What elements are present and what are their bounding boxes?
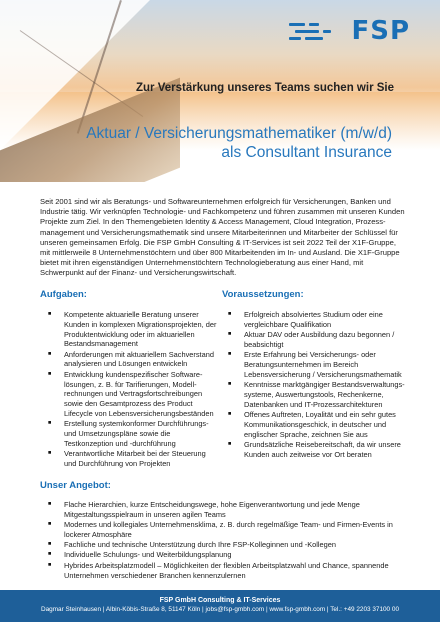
list-item: ■ Offenes Auftreten, Loyalität und ein sehr gutes Kommunikationsgeschick, in deutscher und englischer Sprache, zeichnen Sie aus xyxy=(224,410,408,439)
hero-banner xyxy=(0,0,440,182)
list-item: ■ Aktuar DAV oder Ausbildung dazu begonnen / beabsichtigt xyxy=(224,330,408,350)
job-title-line-2: als Consultant Insurance xyxy=(221,144,392,161)
angebot-heading: Unser Angebot: xyxy=(40,480,111,491)
list-item: ■ Erste Erfahrung bei Versicherungs- oder Beratungsunternehmen im Bereich Lebensversicherung / Versicherungsmathematik xyxy=(224,350,408,379)
list-item: ■ Kompetente aktuarielle Beratung unserer Kunden in komplexen Migrationsprojekten, der Produktentwicklung oder im aktuariellen Bestandsmanagement xyxy=(44,310,220,349)
aufgaben-heading: Aufgaben: xyxy=(40,289,87,300)
aufgaben-list xyxy=(44,310,220,469)
angebot-list xyxy=(44,500,408,581)
voraussetzungen-list xyxy=(224,310,408,460)
list-item: ■ Erfolgreich absolviertes Studium oder eine vergleichbare Qualifikation xyxy=(224,310,408,330)
list-item: ■ Erstellung systemkonformer Durchführungs- und Umsetzungspläne sowie die Testkonzeption und -durchführung xyxy=(44,419,220,448)
company-intro: Seit 2001 sind wir als Beratungs- und Softwareunternehmen erfolgreich für Versicherungen, Banken und Industrie tätig. Wir verknüpfen Technologie- und Fachkompetenz und führen zusammen mit unseren Kunden Projekte zum Ziel. In den Themengebieten Identity & Access Management, Cloud Integration, Prozess-management und Versicherungsmathematik sind unsere Mitarbeiterinnen und Mitarbeiter der Schlüssel für unseren gemeinsamen Erfolg. Die FSP GmbH Consulting & IT-Services ist seit 2022 Teil der X1F-Gruppe, mit mittlerweile 8 Unternehmenstöchtern und über 800 Mitarbeitenden im In- und Ausland. Die X1F-Gruppe bietet mit ihren eigenständigen Unternehmenstöchtern Technologieberatung aus einer Hand, mit Schwerpunkt auf der Finanz- und Versicherungswirtschaft. xyxy=(40,197,405,278)
list-item: ■ Grundsätzliche Reisebereitschaft, da wir unsere Kunden auch zeitweise vor Ort beraten xyxy=(224,440,408,460)
list-item: ■ Entwicklung kundenspezifischer Software-lösungen, z. B. für Tarifierungen, Modell-rechnungen und Vertragsfortschreibungen sowie den Gesamtprozess des Product Lifecycle von Lebensversicherungsbeständen xyxy=(44,370,220,419)
job-title-line-1: Aktuar / Versicherungsmathematiker (m/w/d) xyxy=(86,125,392,142)
list-item: ■ Individuelle Schulungs- und Weiterbildungsplanung xyxy=(44,550,408,560)
logo-text: FSP xyxy=(351,16,410,46)
tagline: Zur Verstärkung unseres Teams suchen wir Sie xyxy=(136,82,394,94)
footer xyxy=(0,590,440,622)
list-item: ■ Kenntnisse marktgängiger Bestandsverwaltungs-systeme, Auswertungstools, Rechenkerne, Datenbanken und IT-Prozessarchitekturen xyxy=(224,380,408,409)
voraussetzungen-heading: Voraussetzungen: xyxy=(222,289,304,300)
list-item: ■ Modernes und kollegiales Unternehmensklima, z. B. durch regelmäßige Team- und Firmen-Events in lockerer Atmosphäre xyxy=(44,520,408,540)
list-item: ■ Anforderungen mit aktuariellem Sachverstand analysieren und Lösungen entwickeln xyxy=(44,350,220,370)
job-title xyxy=(0,124,440,162)
list-item: ■ Fachliche und technische Unterstützung durch Ihre FSP-Kolleginnen und -Kollegen xyxy=(44,540,408,550)
footer-contact[interactable]: Dagmar Steinhausen | Albin-Köbis-Straße 8, 51147 Köln | jobs@fsp-gmbh.com | www.fsp-gmbh.com | Tel.: +49 2203 37100 00 xyxy=(41,606,399,613)
logo-mark-icon xyxy=(289,20,343,42)
list-item: ■ Verantwortliche Mitarbeit bei der Steuerung und Durchführung von Projekten xyxy=(44,449,220,469)
footer-company: FSP GmbH Consulting & IT-Services xyxy=(159,597,281,604)
list-item: ■ Flache Hierarchien, kurze Entscheidungswege, hohe Eigenverantwortung und jede Menge Mitgestaltungsspielraum in unseren agilen Teams xyxy=(44,500,408,520)
company-logo[interactable] xyxy=(289,16,410,46)
list-item: ■ Hybrides Arbeitsplatzmodell – Möglichkeiten der flexiblen Arbeitsplatzwahl und Chance, spannende Unternehmen verschiedener Branchen kennenzulernen xyxy=(44,561,408,581)
